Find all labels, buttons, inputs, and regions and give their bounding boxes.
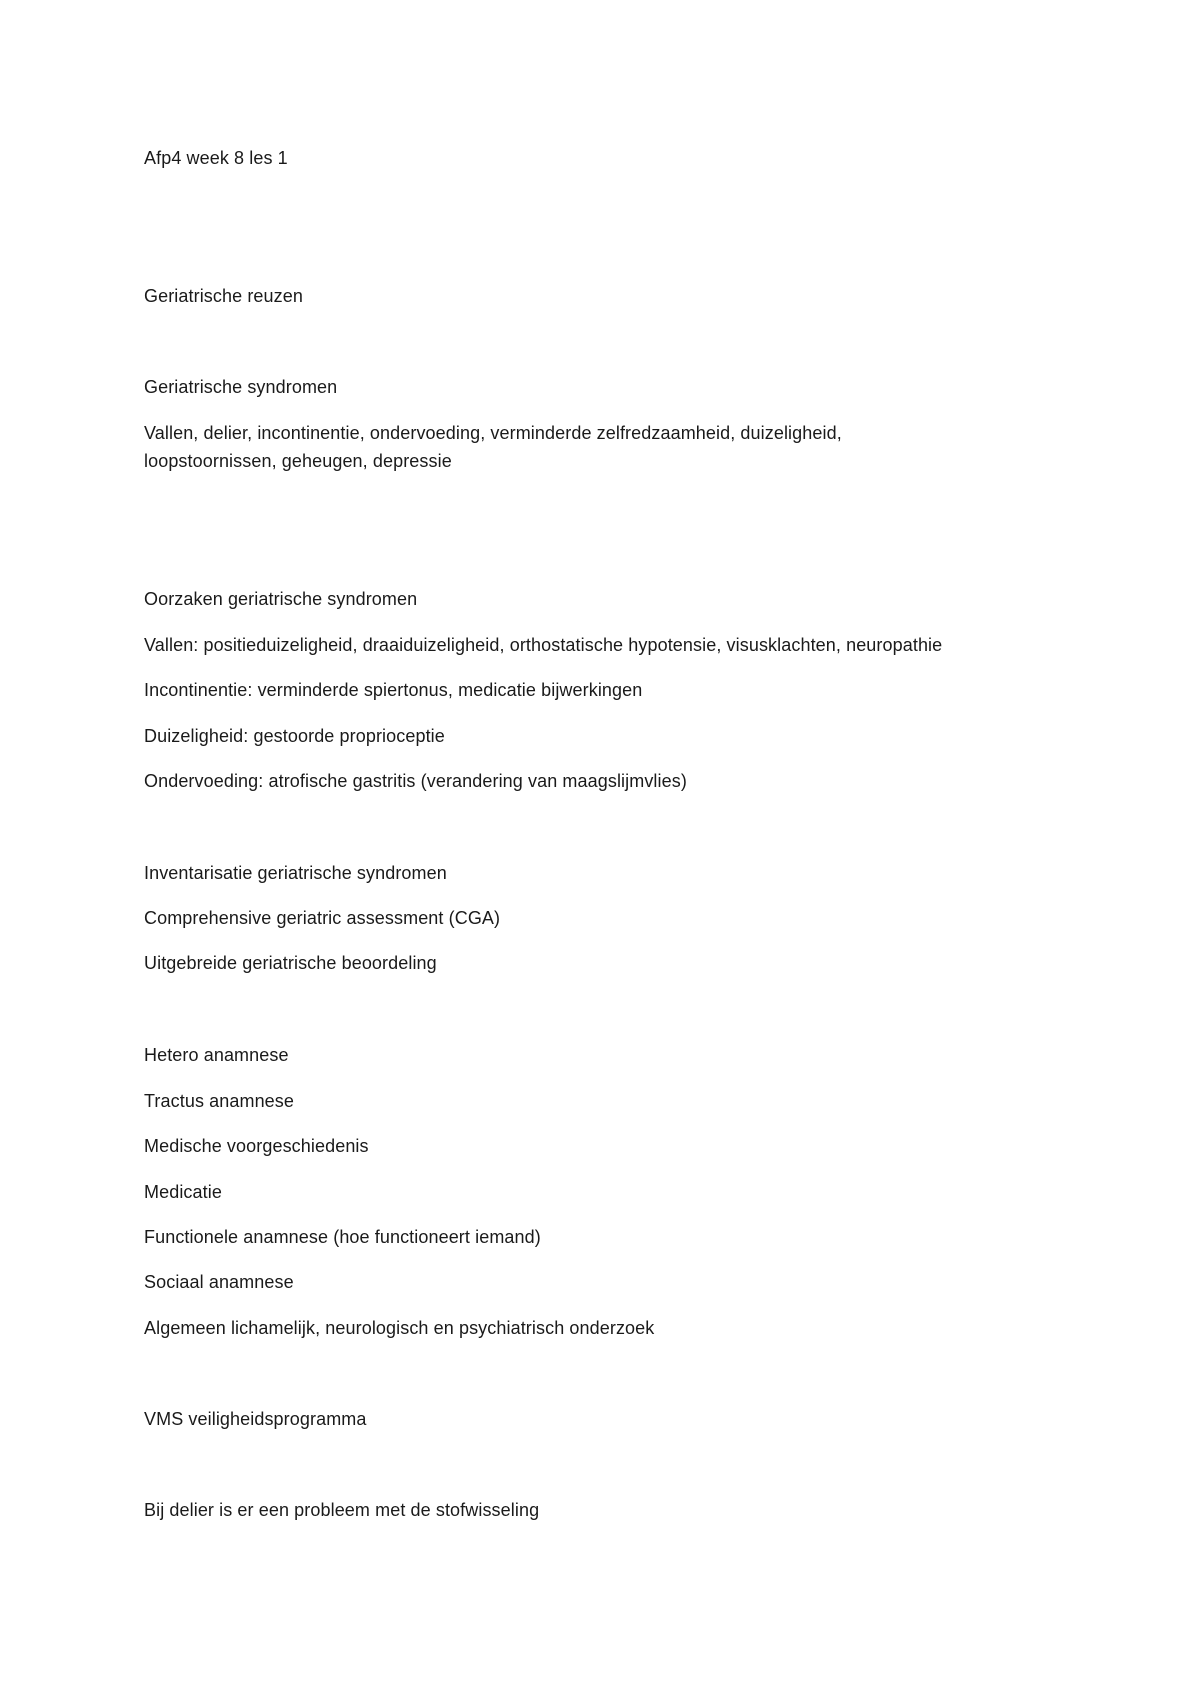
- inventarisatie-item: Comprehensive geriatric assessment (CGA): [144, 908, 501, 928]
- heading-geriatrische-reuzen: Geriatrische reuzen: [144, 286, 303, 306]
- anamnese-item: Sociaal anamnese: [144, 1272, 294, 1292]
- delier-note: Bij delier is er een probleem met de stofwisseling: [144, 1500, 540, 1520]
- oorzaak-item: Vallen: positieduizeligheid, draaiduizeligheid, orthostatische hypotensie, visusklachten, neuropathie: [144, 635, 943, 655]
- anamnese-item: Algemeen lichamelijk, neurologisch en psychiatrisch onderzoek: [144, 1318, 655, 1338]
- anamnese-item: Medische voorgeschiedenis: [144, 1136, 369, 1156]
- document-title: Afp4 week 8 les 1: [144, 148, 288, 168]
- heading-inventarisatie: Inventarisatie geriatrische syndromen: [144, 863, 447, 883]
- inventarisatie-item: Uitgebreide geriatrische beoordeling: [144, 953, 437, 973]
- anamnese-item: Hetero anamnese: [144, 1045, 289, 1065]
- syndromen-list-line-2: loopstoornissen, geheugen, depressie: [144, 451, 452, 471]
- oorzaak-item: Ondervoeding: atrofische gastritis (verandering van maagslijmvlies): [144, 771, 687, 791]
- anamnese-item: Functionele anamnese (hoe functioneert iemand): [144, 1227, 541, 1247]
- vms-heading: VMS veiligheidsprogramma: [144, 1409, 367, 1429]
- heading-geriatrische-syndromen: Geriatrische syndromen: [144, 377, 338, 397]
- oorzaak-item: Incontinentie: verminderde spiertonus, medicatie bijwerkingen: [144, 680, 643, 700]
- anamnese-item: Tractus anamnese: [144, 1091, 295, 1111]
- oorzaak-item: Duizeligheid: gestoorde proprioceptie: [144, 726, 445, 746]
- syndromen-list-line-1: Vallen, delier, incontinentie, ondervoeding, verminderde zelfredzaamheid, duizeligheid,: [144, 423, 842, 443]
- anamnese-item: Medicatie: [144, 1182, 222, 1202]
- heading-oorzaken: Oorzaken geriatrische syndromen: [144, 589, 418, 609]
